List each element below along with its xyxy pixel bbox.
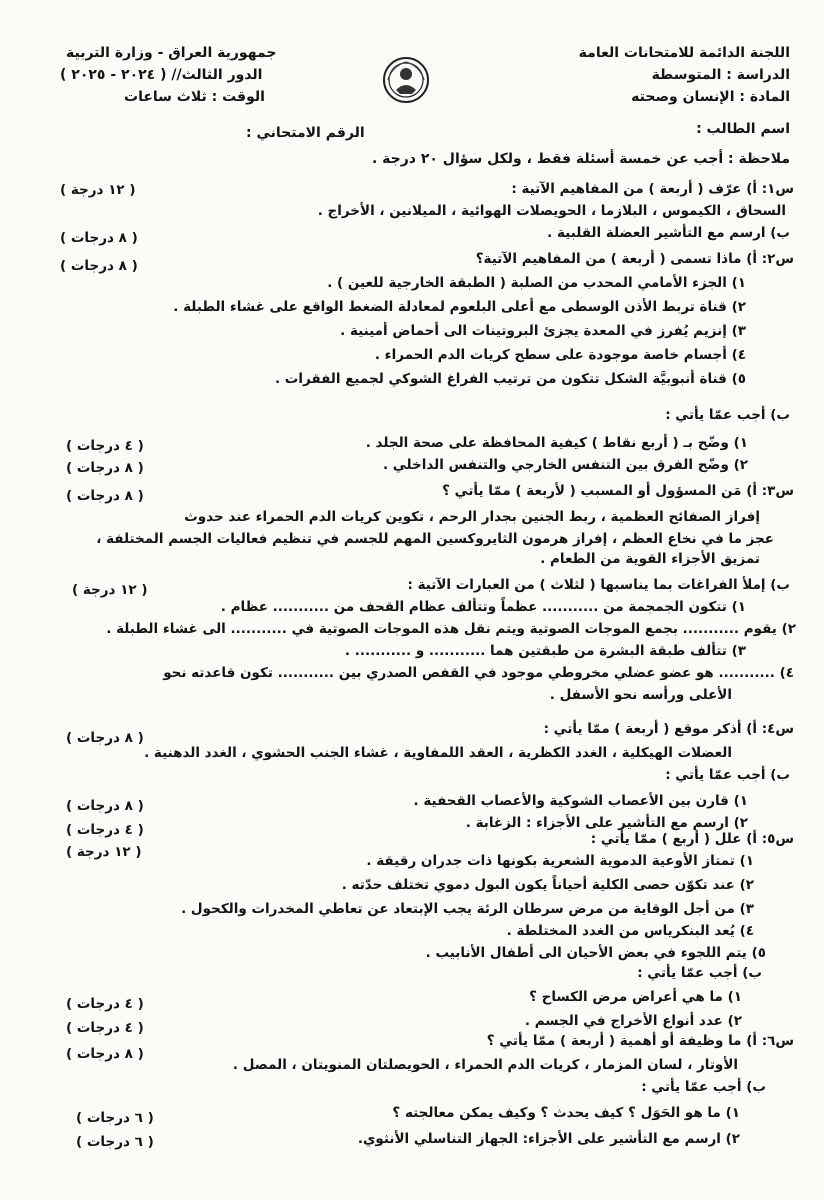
exam-round: الدور الثالث// ( ٢٠٢٤ - ٢٠٢٥ )	[60, 67, 263, 83]
q2-item-5: ٥) قناة أنبوبيَّة الشكل تتكون من ترتيب الفراغ الشوكي لجميع الفقرات .	[274, 371, 746, 387]
q3-b-heading: ب) إملأ الفراغات بما يناسبها ( لثلاث ) من العبارات الآتية :	[407, 577, 790, 593]
q2-b-item-2: ٢) وضّح الفرق بين التنفس الخارجي والتنفس الداخلي .	[382, 457, 748, 473]
exam-note: ملاحظة : أجب عن خمسة أسئلة فقط ، ولكل سؤال ٢٠ درجة .	[371, 151, 790, 167]
q5-b-item-1: ١) ما هي أعراض مرض الكساح ؟	[529, 989, 742, 1005]
q6-b-item-2: ٢) ارسم مع التأشير على الأجزاء: الجهاز التناسلي الأنثوي.	[357, 1131, 740, 1147]
q4-a-marks: ( ٨ درجات )	[66, 730, 144, 746]
q6-b-marks-1: ( ٦ درجات )	[76, 1110, 154, 1126]
subject-name: المادة : الإنسان وصحته	[631, 89, 790, 105]
q3-b-item-4-cont: الأعلى ورأسه نحو الأسفل .	[549, 687, 732, 703]
q6-a-heading: س٦: أ) ما وظيفة أو أهمية ( أربعة ) ممّا يأتي ؟	[486, 1033, 794, 1049]
q1-a-heading: س١: أ) عرّف ( أربعة ) من المفاهيم الآتية :	[511, 181, 794, 197]
q3-a-line-3: تمزيق الأجزاء القوية من الطعام .	[540, 551, 760, 567]
q2-item-4: ٤) أجسام خاصة موجودة على سطح كريات الدم الحمراء .	[374, 347, 746, 363]
q2-a-heading: س٢: أ) ماذا تسمى ( أربعة ) من المفاهيم الآتية؟	[475, 251, 794, 267]
q1-a-terms: السحاق ، الكيموس ، البلازما ، الحويصلات الهوائية ، الميلانين ، الأخراج .	[317, 203, 786, 219]
committee-title: اللجنة الدائمة للامتحانات العامة	[578, 45, 790, 61]
q3-a-marks: ( ٨ درجات )	[66, 488, 144, 504]
q2-a-marks: ( ٨ درجات )	[60, 258, 138, 274]
q1-b-marks: ( ٨ درجات )	[60, 230, 138, 246]
q5-b-heading: ب) أجب عمّا يأتي :	[637, 965, 762, 981]
q1-b: ب) ارسم مع التأشير العضلة القلبية .	[547, 225, 790, 241]
q3-a-heading: س٣: أ) مَن المسؤول أو المسبب ( لأربعة ) ممّا يأتي ؟	[442, 483, 794, 499]
q3-b-item-2: ٢) يقوم ........... بجمع الموجات الصوتية ويتم نقل هذه الموجات الصوتية في ........... الى غشاء الطبلة .	[106, 621, 796, 637]
q2-item-3: ٣) إنزيم يُفرز في المعدة يجزئ البروتينات الى أحماض أمينية .	[340, 323, 746, 339]
q2-b-marks-1: ( ٤ درجات )	[66, 438, 144, 454]
q3-a-line-1: إفراز الصفائح العظمية ، ربط الجنين بجدار الرحم ، تكوين كريات الدم الحمراء عند حدوث	[184, 509, 760, 525]
q4-b-item-1: ١) قارن بين الأعصاب الشوكية والأعصاب القحفية .	[413, 793, 748, 809]
q5-item-4: ٤) يُعد البنكرياس من الغدد المختلطة .	[506, 923, 754, 939]
q5-item-1: ١) تمتاز الأوعية الدموية الشعرية بكونها ذات جدران رقيقة .	[366, 853, 754, 869]
q5-a-heading: س٥: أ) علل ( أربع ) ممّا يأتي :	[590, 831, 794, 847]
q4-b-item-2: ٢) ارسم مع التأشير على الأجزاء : الزغابة .	[465, 815, 748, 831]
q2-b-heading: ب) أجب عمّا يأتي :	[665, 407, 790, 423]
q2-item-2: ٢) قناة تربط الأذن الوسطى مع أعلى البلعوم لمعادلة الضغط الواقع على غشاء الطبلة .	[173, 299, 746, 315]
q6-b-item-1: ١) ما هو الحَوَل ؟ كيف يحدث ؟ وكيف يمكن معالجته ؟	[392, 1105, 740, 1121]
q3-a-line-2: عجز ما في نخاع العظم ، إفراز هرمون الثايروكسين المهم للجسم في تنظيم فعاليات الجسم المختلفة ،	[96, 531, 774, 547]
q3-b-item-3: ٣) تتألف طبقة البشرة من طبقتين هما ........... و ........... .	[344, 643, 746, 659]
q5-a-marks: ( ١٢ درجة )	[66, 844, 142, 860]
iraq-emblem-icon	[382, 56, 430, 104]
q5-b-item-2: ٢) عدد أنواع الأخراج في الجسم .	[524, 1013, 742, 1029]
q2-b-marks-2: ( ٨ درجات )	[66, 460, 144, 476]
q4-b-marks-2: ( ٤ درجات )	[66, 822, 144, 838]
q3-b-item-1: ١) تتكون الجمجمة من ........... عظماً وتتألف عظام القحف من ........... عظام .	[220, 599, 746, 615]
q2-item-1: ١) الجزء الأمامي المحدب من الصلبة ( الطبقة الخارجية للعين ) .	[327, 275, 746, 291]
q1-a-marks: ( ١٢ درجة )	[60, 182, 136, 198]
q6-a-terms: الأوتار ، لسان المزمار ، كريات الدم الحمراء ، الحويصلتان المنويتان ، المصل .	[232, 1057, 738, 1073]
q5-b-marks-2: ( ٤ درجات )	[66, 1020, 144, 1036]
q3-b-marks: ( ١٢ درجة )	[72, 582, 148, 598]
q4-b-heading: ب) أجب عمّا يأتي :	[665, 767, 790, 783]
q5-b-marks-1: ( ٤ درجات )	[66, 996, 144, 1012]
q2-b-item-1: ١) وضّح بـ ( أربع نقاط ) كيفية المحافظة على صحة الجلد .	[365, 435, 748, 451]
exam-number-label: الرقم الامتحاني :	[246, 125, 365, 141]
study-level: الدراسة : المتوسطة	[651, 67, 790, 83]
q4-b-marks-1: ( ٨ درجات )	[66, 798, 144, 814]
q6-a-marks: ( ٨ درجات )	[66, 1046, 144, 1062]
q4-a-terms: العضلات الهيكلية ، الغدد الكظرية ، العقد اللمفاوية ، غشاء الجنب الحشوي ، الغدد الدهنية .	[144, 745, 732, 761]
q5-item-3: ٣) من أجل الوقاية من مرض سرطان الرئة يجب الإبتعاد عن تعاطي المخدرات والكحول .	[181, 901, 754, 917]
q4-a-heading: س٤: أ) أذكر موقع ( أربعة ) ممّا يأتي :	[543, 721, 794, 737]
ministry-title: جمهورية العراق - وزارة التربية	[66, 45, 277, 61]
q3-b-item-4: ٤) ........... هو عضو عضلي مخروطي موجود في القفص الصدري بين ........... تكون قاعدته نحو	[163, 665, 794, 681]
exam-time: الوقت : ثلاث ساعات	[124, 89, 265, 105]
student-name-label: اسم الطالب :	[696, 121, 790, 137]
q5-item-5: ٥) يتم اللجوء في بعض الأحيان الى أطفال الأنابيب .	[425, 945, 766, 961]
q5-item-2: ٢) عند تكوّن حصى الكلية أحياناً يكون البول دموي تختلف حدّته .	[341, 877, 754, 893]
q6-b-marks-2: ( ٦ درجات )	[76, 1134, 154, 1150]
q6-b-heading: ب) أجب عمّا يأتي :	[641, 1079, 766, 1095]
